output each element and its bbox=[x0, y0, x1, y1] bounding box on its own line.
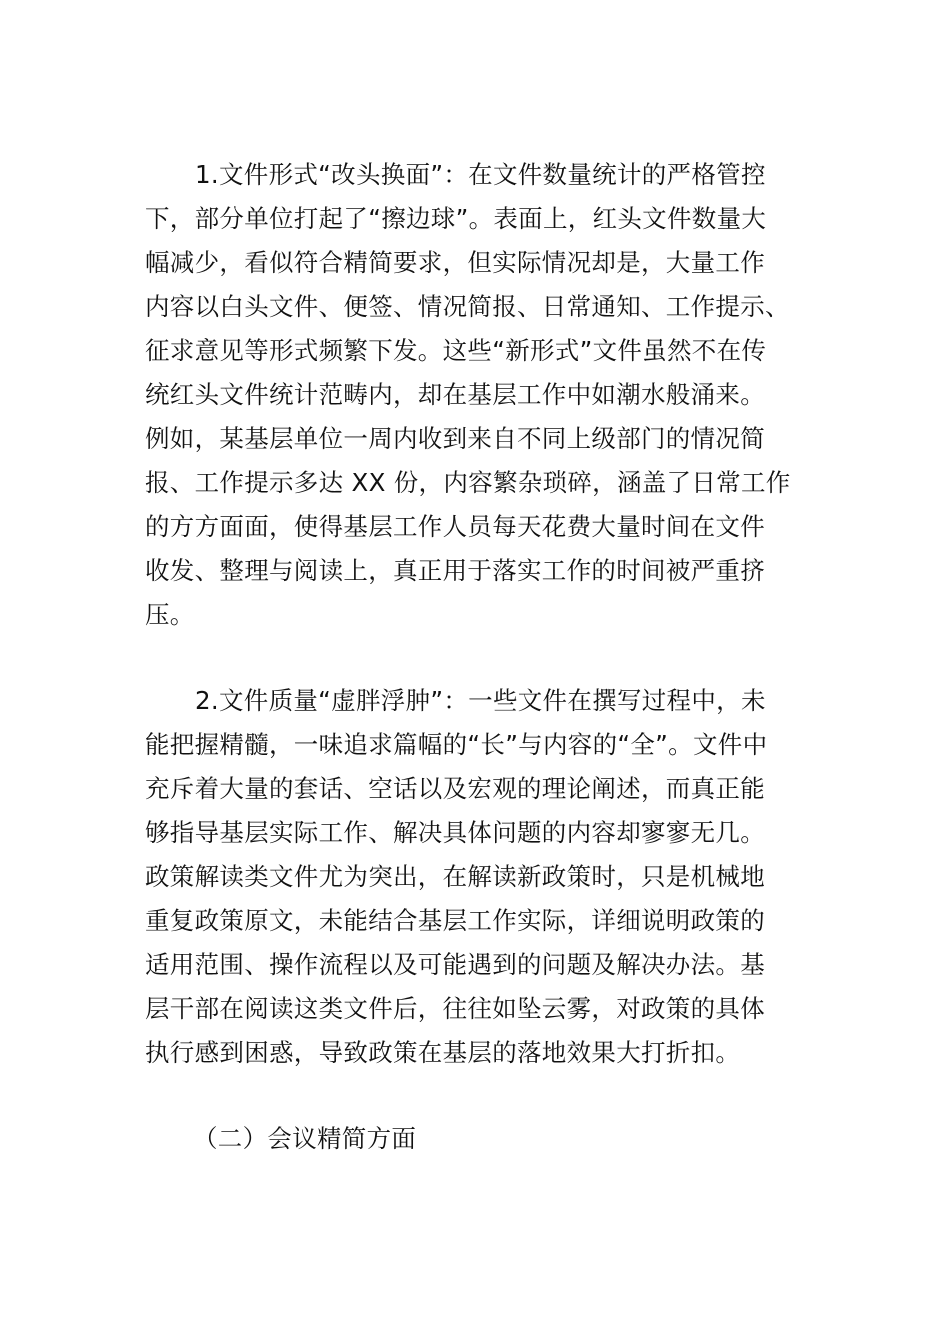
paragraph-1-line-4: 内容以白头文件、便签、情况简报、日常通知、工作提示、 bbox=[145, 292, 790, 321]
paragraph-2-line-8: 层干部在阅读这类文件后，往往如坠云雾，对政策的具体 bbox=[145, 994, 765, 1023]
paragraph-2-line-7: 适用范围、操作流程以及可能遇到的问题及解决办法。基 bbox=[145, 950, 765, 979]
paragraph-2-line-3: 充斥着大量的套话、空话以及宏观的理论阐述，而真正能 bbox=[145, 774, 765, 803]
paragraph-1-line-7: 例如，某基层单位一周内收到来自不同上级部门的情况简 bbox=[145, 424, 765, 453]
paragraph-2-line-5: 政策解读类文件尤为突出，在解读新政策时，只是机械地 bbox=[145, 862, 765, 891]
paragraph-1-line-8: 报、工作提示多达 XX 份，内容繁杂琐碎，涵盖了日常工作 bbox=[145, 468, 791, 497]
paragraph-2-line-9: 执行感到困惑，导致政策在基层的落地效果大打折扣。 bbox=[145, 1038, 741, 1067]
paragraph-2-line-4: 够指导基层实际工作、解决具体问题的内容却寥寥无几。 bbox=[145, 818, 765, 847]
section-heading: （二）会议精简方面 bbox=[193, 1124, 417, 1153]
paragraph-1-line-1: 1.文件形式“改头换面”：在文件数量统计的严格管控 bbox=[195, 160, 766, 189]
paragraph-1-line-5: 征求意见等形式频繁下发。这些“新形式”文件虽然不在传 bbox=[145, 336, 767, 365]
paragraph-1-line-10: 收发、整理与阅读上，真正用于落实工作的时间被严重挤 bbox=[145, 556, 765, 585]
paragraph-1-line-11: 压。 bbox=[145, 600, 195, 629]
paragraph-1-line-3: 幅减少，看似符合精简要求，但实际情况却是，大量工作 bbox=[145, 248, 765, 277]
paragraph-2-line-2: 能把握精髓，一味追求篇幅的“长”与内容的“全”。文件中 bbox=[145, 730, 768, 759]
paragraph-1-line-9: 的方方面面，使得基层工作人员每天花费大量时间在文件 bbox=[145, 512, 765, 541]
paragraph-1-line-6: 统红头文件统计范畴内，却在基层工作中如潮水般涌来。 bbox=[145, 380, 765, 409]
paragraph-2-line-6: 重复政策原文，未能结合基层工作实际，详细说明政策的 bbox=[145, 906, 765, 935]
paragraph-2-line-1: 2.文件质量“虚胖浮肿”：一些文件在撰写过程中，未 bbox=[195, 686, 766, 715]
paragraph-1-line-2: 下，部分单位打起了“擦边球”。表面上，红头文件数量大 bbox=[145, 204, 767, 233]
